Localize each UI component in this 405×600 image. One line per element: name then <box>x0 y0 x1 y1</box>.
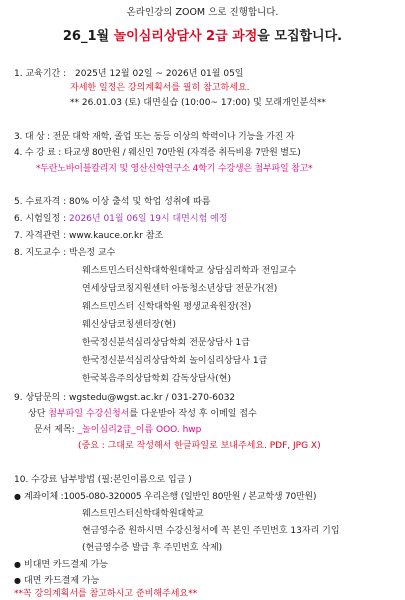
period-label: 1. 교육기간 : <box>14 69 67 79</box>
cert-value: www.kauce.or.kr 참조 <box>69 231 164 241</box>
transfer-account: 1005-080-320005 우리은행 (일반인 80만원 / 본교학생 70만원) <box>63 492 317 502</box>
advisor-career-item: 연세상담코칭지원센터 아동청소년상담 전문가(전) <box>82 284 278 294</box>
target-value: 전문 대학 재학, 졸업 또는 동등 이상의 학력이나 기능을 가진 자 <box>52 132 295 142</box>
cert-label: 7. 자격관련 : <box>14 231 67 241</box>
exam-row <box>14 213 228 225</box>
period-value: 2025년 12월 02일 ~ 2026년 01월 05일 <box>75 69 244 79</box>
advisor-row <box>14 247 115 259</box>
requirement-label: 5. 수료자격 : <box>14 197 67 207</box>
payment-card-remote-row <box>14 559 108 571</box>
transfer-lead: 계좌이체 : <box>24 492 64 502</box>
payment-heading: 10. 수강료 납부방법 (필:본인이름으로 입금 ) <box>14 475 192 485</box>
advisor-career-item: 한국복음주의상담학회 감독상담사(현) <box>82 374 231 384</box>
period-row <box>14 68 244 80</box>
apply-suffix: 를 다운받아 작성 후 이메일 접수 <box>129 409 257 419</box>
online-notice: 온라인강의 ZOOM 으로 진행합니다. <box>126 7 279 18</box>
cert-row <box>14 230 163 242</box>
requirement-row <box>14 196 211 208</box>
payment-card-onsite-row <box>14 575 99 587</box>
inquiry-contact[interactable]: wgstedu@wgst.ac.kr / 031-270-6032 <box>69 393 236 403</box>
cash-receipt-note: 현금영수증 원하시면 수강신청서에 꼭 본인 주민번호 13자리 기입 <box>82 526 340 536</box>
advisor-career-item: 웨스트민스터신학대학원대학교 상담심리학과 전임교수 <box>82 266 297 276</box>
title-prefix: 26_1월 <box>62 28 110 44</box>
practicum-note: ** 26.01.03 (토) 대면실습 (10:00~ 17:00) 및 모래개인분석** <box>70 98 326 108</box>
bullet-icon: ● <box>14 576 21 585</box>
apply-instruction <box>28 408 257 420</box>
payment-transfer-row <box>14 491 316 503</box>
requirement-value: 80% 이상 출석 및 학업 성취에 따름 <box>69 197 211 207</box>
exam-value: 2026년 01월 06일 19시 대면시험 예정 <box>69 214 228 224</box>
footer-note: **꼭 강의계획서를 참고하시고 준비해주세요** <box>14 589 198 599</box>
advisor-name: 박은정 교수 <box>69 248 116 258</box>
advisor-career-item: 한국정신분석심리상담학회 놀이심리상담사 1급 <box>82 356 268 366</box>
cash-receipt-delete-note: (현금영수증 발급 후 주민번호 삭제) <box>82 543 223 553</box>
application-form-link[interactable]: 첨부파일 수강신청서 <box>48 409 130 419</box>
advisor-label: 8. 지도교수 : <box>14 248 67 258</box>
fee-label: 4. 수 강 료 : <box>14 148 62 158</box>
document-title-label: 문서 제목: <box>34 425 75 435</box>
document-title-row <box>34 424 201 436</box>
fee-row <box>14 147 301 159</box>
advisor-career-item: 웨신상담코칭센터장(현) <box>82 320 176 330</box>
target-label: 3. 대 상 : <box>14 132 50 142</box>
inquiry-label: 9. 상담문의 : <box>14 393 67 403</box>
period-note: 자세한 일정은 강의계획서를 필히 참고하세요. <box>70 83 250 93</box>
title-suffix: 을 모집합니다. <box>257 28 343 44</box>
fee-value: 타교생 80만원 / 웨신인 70만원 (자격증 취득비용 7만원 별도) <box>63 148 301 158</box>
bullet-icon: ● <box>14 560 21 569</box>
document-format-note: (중요 : 그대로 작성해서 한글파일로 보내주세요. PDF, JPG X) <box>78 441 321 451</box>
advisor-career-item: 웨스트민스터 신학대학원 평생교육원장(전) <box>82 302 252 312</box>
account-holder: 웨스트민스터신학대학원대학교 <box>82 509 204 519</box>
inquiry-row <box>14 392 235 404</box>
target-row <box>14 131 294 143</box>
card-onsite-text: 대면 카드결제 가능 <box>24 576 100 586</box>
page-title <box>0 28 405 46</box>
advisor-career-item: 한국정신분석심리상담학회 전문상담사 1급 <box>82 338 250 348</box>
exam-label: 6. 시험일정 : <box>14 214 67 224</box>
bullet-icon: ● <box>14 492 21 501</box>
card-remote-text: 비대면 카드결제 가능 <box>24 560 108 570</box>
apply-prefix: 상단 <box>28 409 49 419</box>
document-title-value: _놀이심리2급_이름 OOO. hwp <box>77 425 202 435</box>
fee-note: *두란노바이블칼리지 및 영산신학연구소 4학기 수강생은 첨부파일 참고* <box>36 164 313 174</box>
title-course-name: 놀이심리상담사 2급 과정 <box>113 28 258 44</box>
